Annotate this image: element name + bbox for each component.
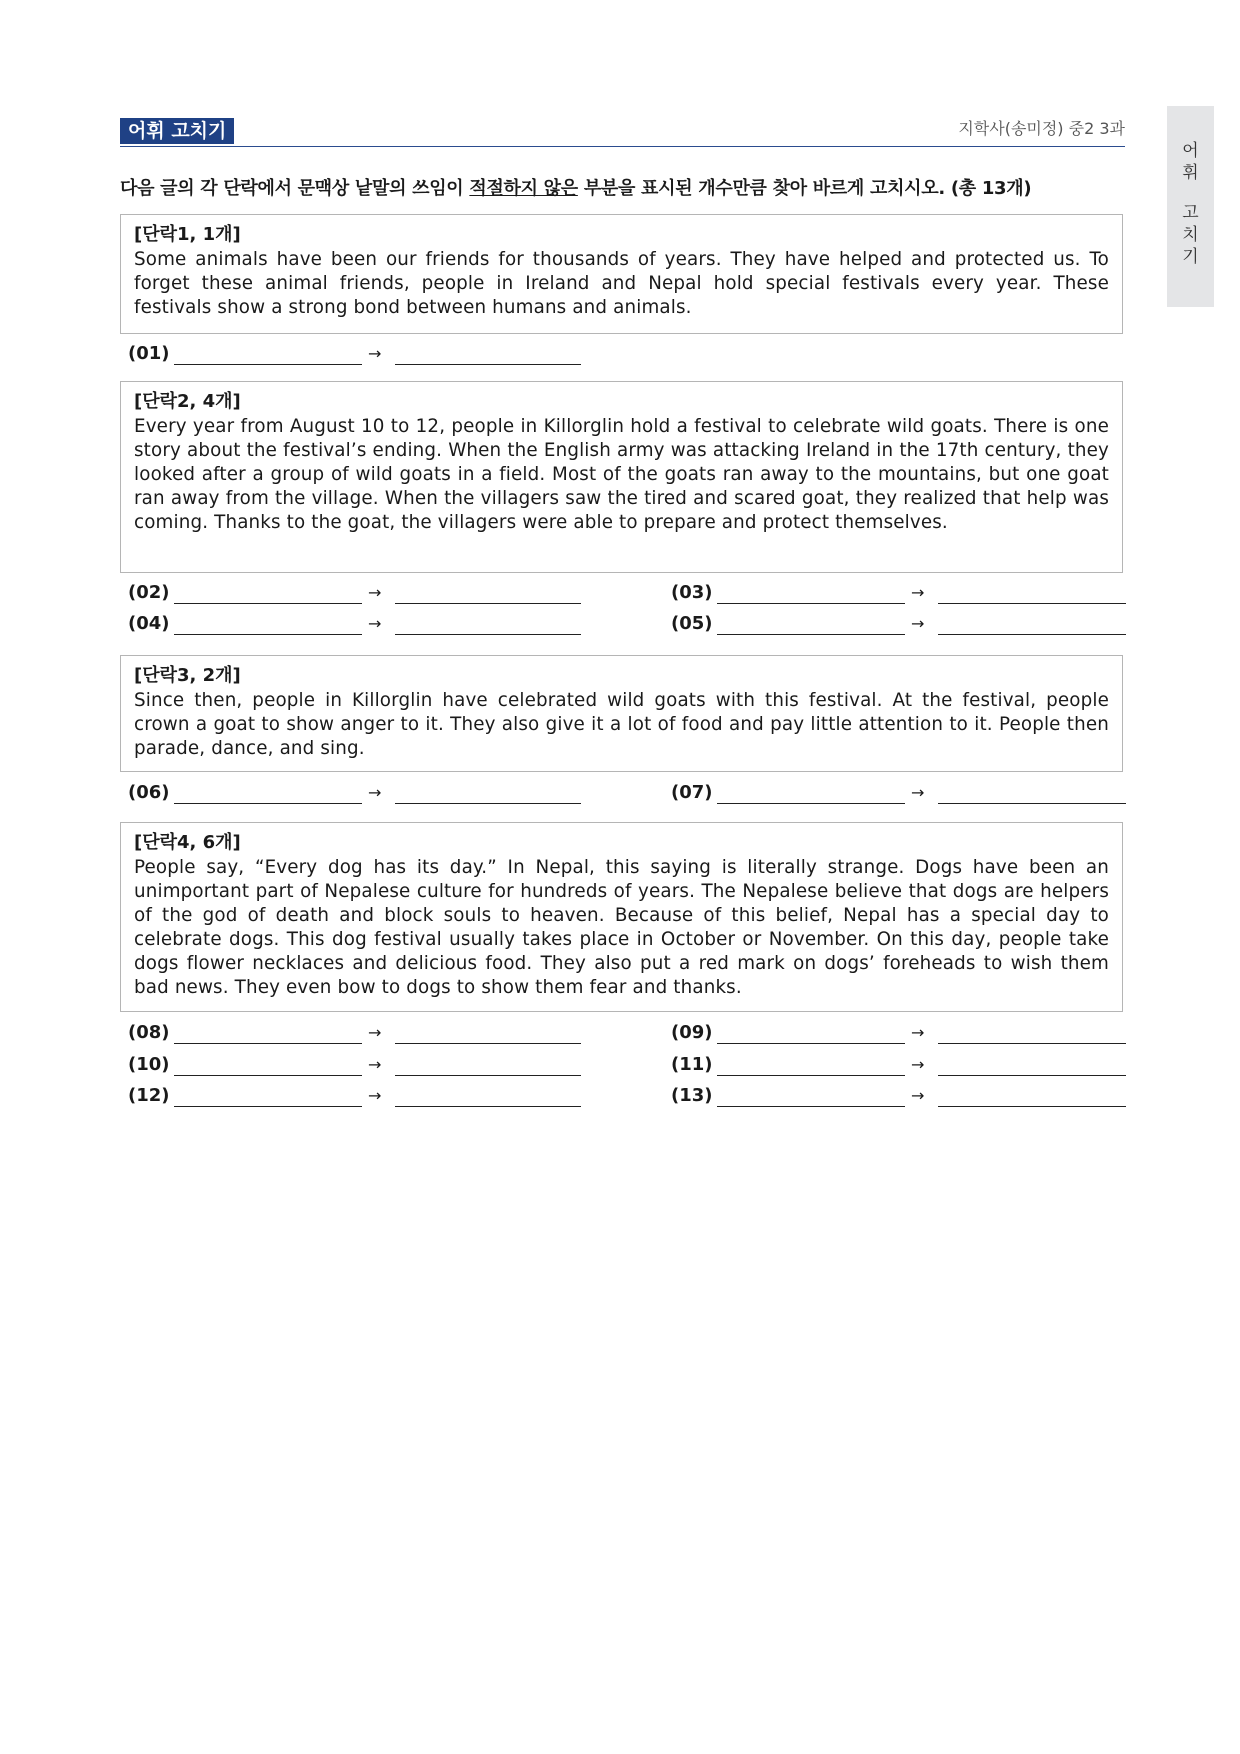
answer-row [128, 581, 1128, 605]
side-tab-char: 치 [1182, 225, 1199, 245]
paragraph-text: Since then, people in Killorglin have celebrated wild goats with this festival. At the festival, people crown a goat to show anger to it. They also give it a lot of food and pay little attention to it. People then parade, dance, and sing. [134, 690, 1109, 759]
instruction-text: 다음 글의 각 단락에서 문맥상 낱말의 쓰임이 [120, 178, 470, 199]
wrong-word-blank[interactable] [717, 803, 905, 804]
wrong-word-blank[interactable] [174, 1075, 362, 1076]
correction-blank[interactable] [938, 1075, 1126, 1076]
answer-number: (03) [671, 582, 713, 603]
correction-blank[interactable] [395, 603, 581, 604]
arrow-icon: → [368, 783, 382, 802]
wrong-word-blank[interactable] [174, 1043, 362, 1044]
subject-label: 지학사(송미정) 중2 3과 [958, 119, 1125, 138]
instruction-text: 부분을 표시된 개수만큼 찾아 바르게 고치시오. (총 13개) [577, 178, 1032, 199]
answer-row [128, 1021, 1128, 1045]
arrow-icon: → [368, 614, 382, 633]
paragraph-label: [단락2, 4개] [134, 391, 241, 412]
paragraph-text: Some animals have been our friends for thousands of years. They have helped and protected us. To forget these animal friends, people in Ireland and Nepal hold special festivals every year. These festivals show a strong bond between humans and animals. [134, 249, 1109, 318]
arrow-icon: → [368, 1086, 382, 1105]
arrow-icon: → [368, 1023, 382, 1042]
arrow-icon: → [911, 1055, 925, 1074]
arrow-icon: → [368, 344, 382, 363]
paragraph-label: [단락1, 1개] [134, 224, 241, 245]
correction-blank[interactable] [938, 634, 1126, 635]
correction-blank[interactable] [395, 1106, 581, 1107]
arrow-icon: → [368, 1055, 382, 1074]
correction-blank[interactable] [395, 803, 581, 804]
wrong-word-blank[interactable] [174, 634, 362, 635]
answer-number: (10) [128, 1054, 170, 1075]
answer-number: (02) [128, 582, 170, 603]
correction-blank[interactable] [938, 803, 1126, 804]
wrong-word-blank[interactable] [717, 1075, 905, 1076]
paragraph-text: People say, “Every dog has its day.” In Nepal, this saying is literally strange. Dogs have been an unimportant part of Nepalese culture for hundreds of years. The Nepalese believe that dogs are helpers of the god of death and block souls to heaven. Because of this belief, Nepal has a special day to celebrate dogs. This dog festival usually takes place in October or November. On this day, people take dogs flower necklaces and delicious food. They also put a red mark on dogs’ foreheads to wish them bad news. They even bow to dogs to show them fear and thanks. [134, 857, 1109, 998]
paragraph-box-3 [120, 655, 1123, 772]
answer-row [128, 1053, 1128, 1077]
paragraph-box-1 [120, 214, 1123, 334]
answer-number: (13) [671, 1085, 713, 1106]
wrong-word-blank[interactable] [717, 634, 905, 635]
correction-blank[interactable] [395, 634, 581, 635]
wrong-word-blank[interactable] [717, 1043, 905, 1044]
arrow-icon: → [911, 783, 925, 802]
arrow-icon: → [911, 583, 925, 602]
answer-row [128, 612, 1128, 636]
answer-number: (08) [128, 1022, 170, 1043]
side-tab [1167, 106, 1214, 307]
answer-number: (01) [128, 343, 170, 364]
paragraph-text: Every year from August 10 to 12, people in Killorglin hold a festival to celebrate wild goats. There is one story about the festival’s ending. When the English army was attacking Ireland in the 17th century, they looked after a group of wild goats in a field. Most of the goats ran away to the mountains, but one goat ran away from the village. When the villagers saw the tired and scared goat, they realized that help was coming. Thanks to the goat, the villagers were able to prepare and protect themselves. [134, 416, 1109, 533]
answer-row [128, 1084, 1128, 1108]
paragraph-box-2 [120, 381, 1123, 573]
page-header [120, 116, 1125, 147]
instruction [120, 174, 1125, 200]
answer-number: (07) [671, 782, 713, 803]
wrong-word-blank[interactable] [174, 1106, 362, 1107]
answer-number: (05) [671, 613, 713, 634]
wrong-word-blank[interactable] [174, 603, 362, 604]
side-tab-label [1167, 140, 1214, 268]
arrow-icon: → [911, 614, 925, 633]
paragraph-label: [단락3, 2개] [134, 665, 241, 686]
correction-blank[interactable] [938, 603, 1126, 604]
answer-number: (09) [671, 1022, 713, 1043]
paragraph-box-4 [120, 822, 1123, 1012]
wrong-word-blank[interactable] [717, 603, 905, 604]
instruction-underlined: 적절하지 않은 [469, 178, 578, 199]
side-tab-char: 고 [1182, 203, 1199, 223]
side-tab-char: 기 [1182, 247, 1199, 267]
arrow-icon: → [368, 583, 382, 602]
side-tab-char: 어 [1182, 141, 1199, 161]
section-badge: 어휘 고치기 [120, 118, 234, 144]
arrow-icon: → [911, 1086, 925, 1105]
correction-blank[interactable] [395, 364, 581, 365]
paragraph-label: [단락4, 6개] [134, 832, 241, 853]
arrow-icon: → [911, 1023, 925, 1042]
answer-number: (06) [128, 782, 170, 803]
answer-number: (04) [128, 613, 170, 634]
correction-blank[interactable] [938, 1106, 1126, 1107]
answer-row [128, 781, 1128, 805]
wrong-word-blank[interactable] [174, 364, 362, 365]
answer-number: (12) [128, 1085, 170, 1106]
wrong-word-blank[interactable] [717, 1106, 905, 1107]
correction-blank[interactable] [395, 1043, 581, 1044]
answer-row [128, 342, 1128, 366]
correction-blank[interactable] [938, 1043, 1126, 1044]
correction-blank[interactable] [395, 1075, 581, 1076]
answer-number: (11) [671, 1054, 713, 1075]
side-tab-char: 휘 [1182, 163, 1199, 183]
wrong-word-blank[interactable] [174, 803, 362, 804]
